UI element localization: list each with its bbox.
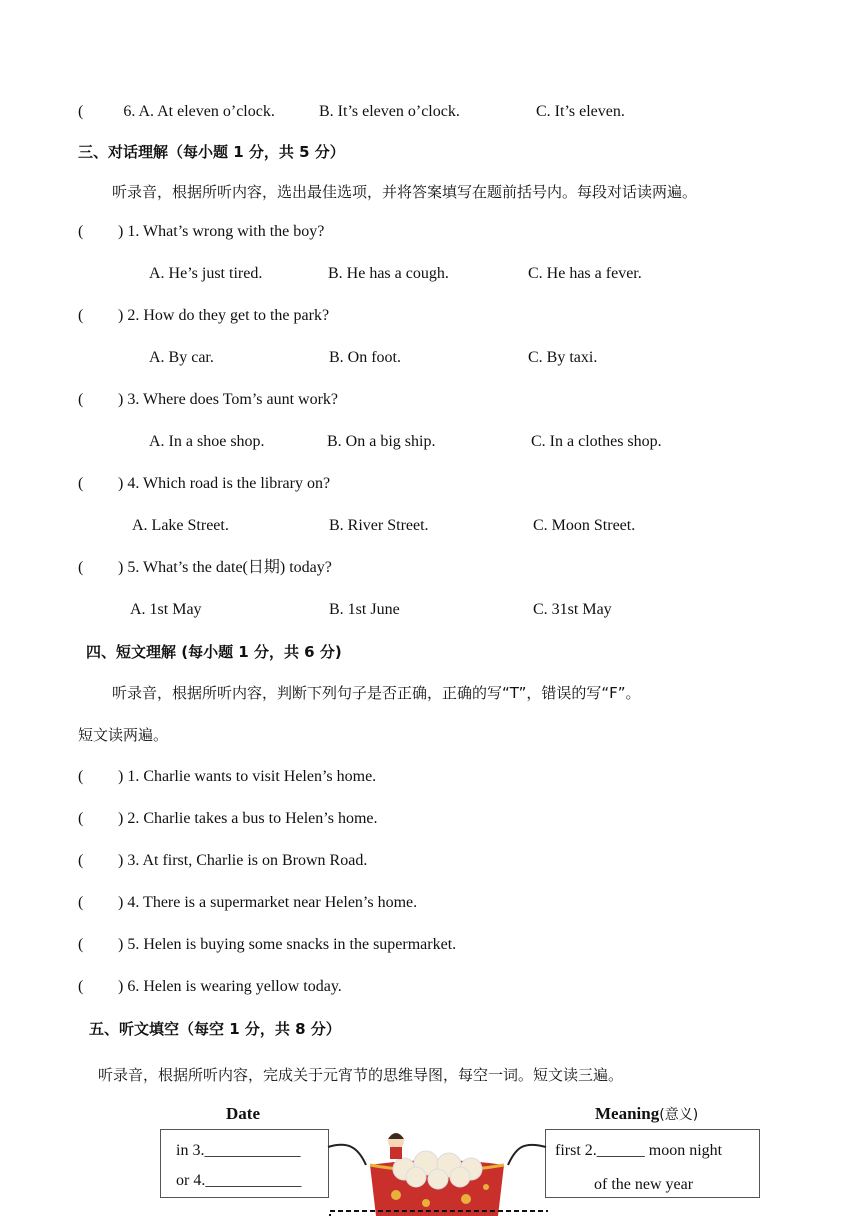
dialogue-question [78,558,332,578]
option-b: B. 1st June [329,601,400,618]
meaning-blank-2[interactable]: first 2.______ moon night [555,1142,723,1159]
answer-blank[interactable]: ( [78,810,84,827]
option-a: A. Lake Street. [132,517,229,534]
date-blank-4[interactable]: or 4.____________ [176,1172,302,1189]
section-5-heading: 五、听文填空（每空 1 分，共 8 分） [89,1020,341,1038]
option-a: A. By car. [149,349,214,366]
option-b: B. On a big ship. [327,433,436,450]
question-stem: ) 5. What’s the date(日期) today? [118,559,332,576]
statement-text: ) 3. At first, Charlie is on Brown Road. [118,852,368,869]
question-stem: ) 4. Which road is the library on? [118,475,331,492]
meaning-title [595,1104,698,1124]
meaning-title-text: Meaning [595,1104,660,1123]
answer-blank[interactable]: ( [78,475,84,492]
statement-text: ) 4. There is a supermarket near Helen’s home. [118,894,418,911]
option-c: C. It’s eleven. [536,103,625,120]
option-c: C. 31st May [533,601,612,618]
dialogue-question [78,306,329,326]
question-stem: 6. A. At eleven o’clock. [123,103,275,120]
section-4-instruction-cont: 短文读两遍。 [78,726,169,744]
option-b: B. River Street. [329,517,429,534]
option-c: C. Moon Street. [533,517,636,534]
meaning-note: (意义) [659,1107,699,1123]
question-stem: ) 2. How do they get to the park? [118,307,330,324]
tangyuan-bowl-illustration [326,1125,548,1216]
true-false-statement [78,809,378,829]
answer-blank[interactable]: ( [78,559,84,576]
option-a: A. In a shoe shop. [149,433,265,450]
statement-text: ) 2. Charlie takes a bus to Helen’s home. [118,810,378,827]
date-blank-3[interactable]: in 3.____________ [176,1142,301,1159]
answer-blank[interactable]: ( [78,307,84,324]
answer-blank[interactable]: ( [78,852,84,869]
answer-blank[interactable]: ( [78,978,84,995]
answer-blank[interactable]: ( [78,223,84,240]
connector-right [508,1145,546,1165]
dialogue-question [78,222,324,242]
option-a: A. 1st May [130,601,202,618]
dialogue-question [78,474,330,494]
option-c: C. In a clothes shop. [531,433,662,450]
answer-blank[interactable]: ( [78,936,84,953]
true-false-statement [78,851,367,871]
date-title: Date [226,1104,260,1123]
section-3-heading: 三、对话理解（每小题 1 分，共 5 分） [78,143,345,161]
meaning-line-2: of the new year [594,1176,694,1193]
option-c: C. He has a fever. [528,265,642,282]
option-a: A. He’s just tired. [149,265,263,282]
statement-text: ) 6. Helen is wearing yellow today. [118,978,342,995]
question-6-line [78,102,275,122]
option-b: B. On foot. [329,349,401,366]
section-3-instruction: 听录音，根据所听内容，选出最佳选项，并将答案填写在题前括号内。每段对话读两遍。 [112,183,698,201]
section-4-heading: 四、短文理解 (每小题 1 分，共 6 分) [86,643,342,661]
option-b: B. He has a cough. [328,265,449,282]
option-b: B. It’s eleven o’clock. [319,103,460,120]
true-false-statement [78,893,417,913]
section-5-instruction: 听录音，根据所听内容，完成关于元宵节的思维导图，每空一词。短文读三遍。 [98,1066,624,1084]
dialogue-question [78,390,338,410]
question-stem: ) 3. Where does Tom’s aunt work? [118,391,339,408]
answer-blank[interactable]: ( [78,894,84,911]
answer-blank[interactable]: ( [78,391,84,408]
connector-left [328,1145,366,1165]
true-false-statement [78,767,376,787]
true-false-statement [78,977,342,997]
statement-text: ) 1. Charlie wants to visit Helen’s home. [118,768,377,785]
option-c: C. By taxi. [528,349,598,366]
section-4-instruction: 听录音，根据所听内容，判断下列句子是否正确，正确的写“T”，错误的写“F”。 [112,684,641,702]
statement-text: ) 5. Helen is buying some snacks in the supermarket. [118,936,457,953]
answer-blank[interactable]: ( [78,103,84,120]
answer-blank[interactable]: ( [78,768,84,785]
question-stem: ) 1. What’s wrong with the boy? [118,223,325,240]
true-false-statement [78,935,456,955]
